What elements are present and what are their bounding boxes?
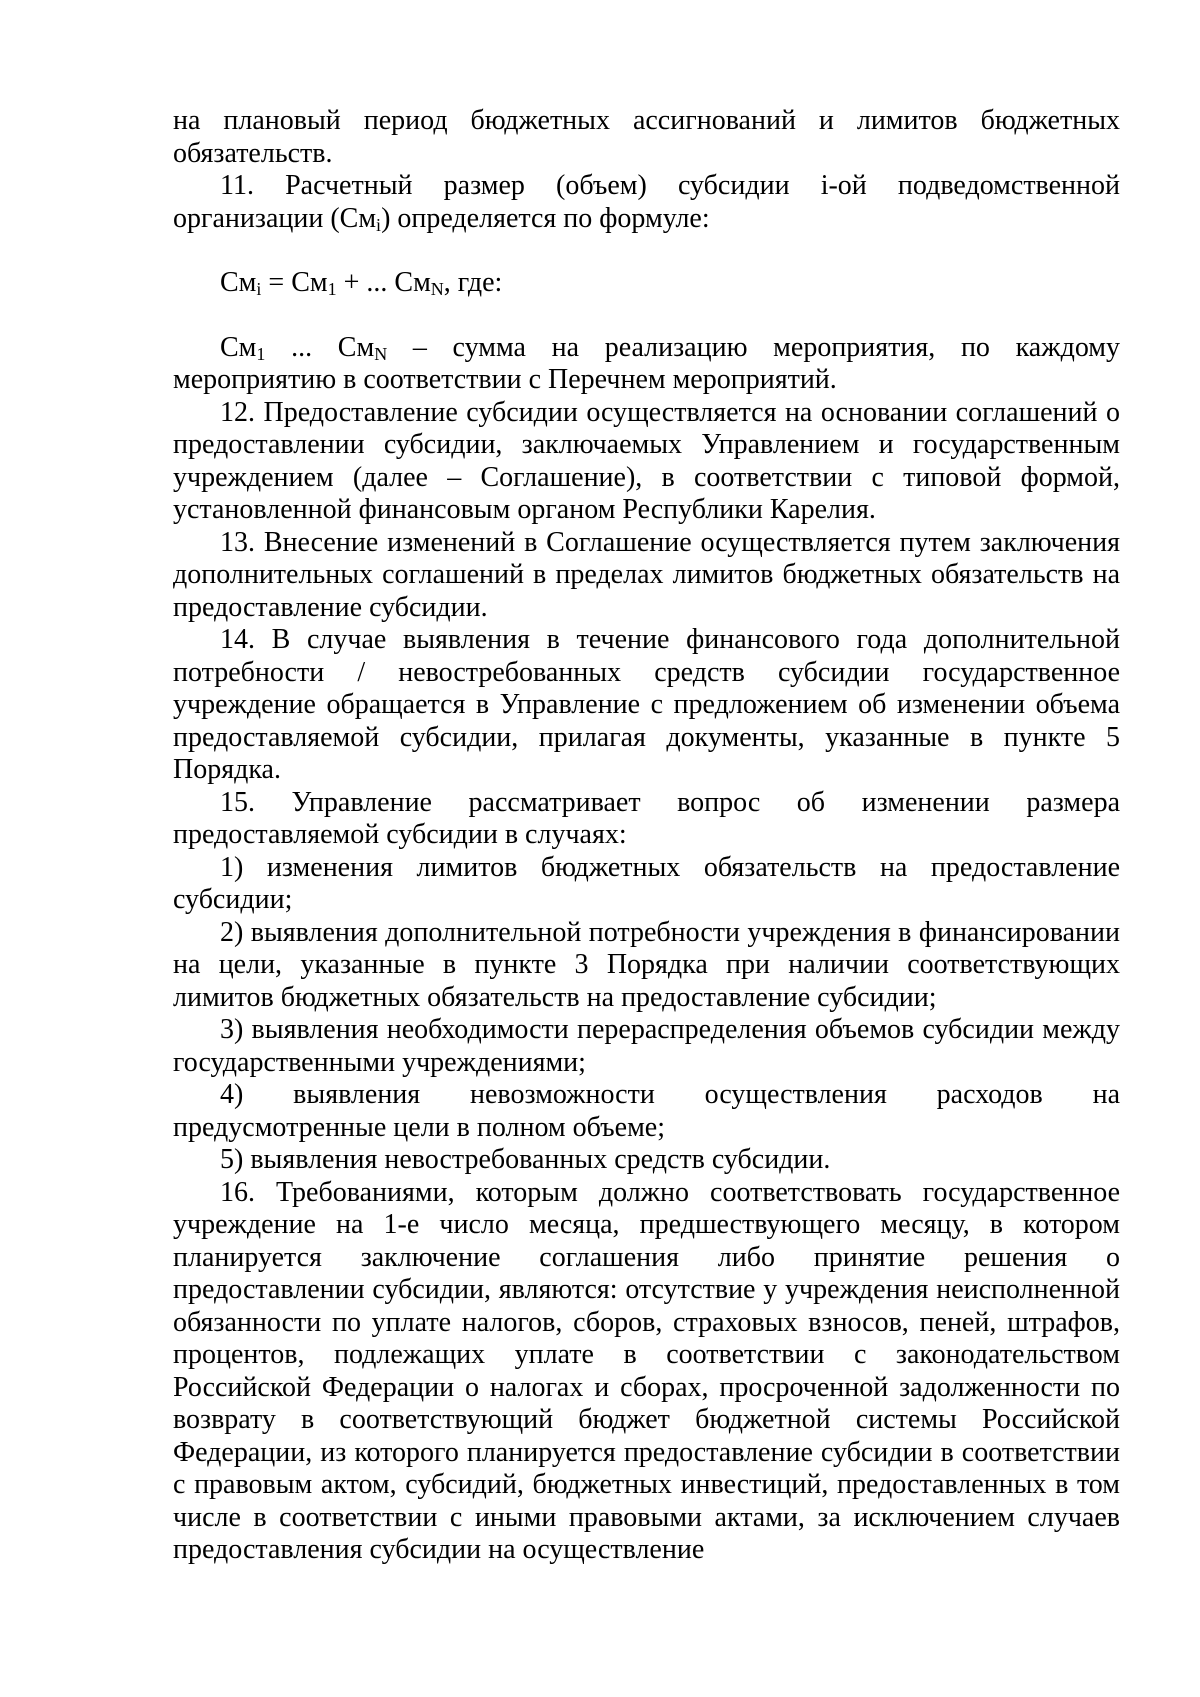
paragraph-continuation: на плановый период бюджетных ассигнований и лимитов бюджетных обязательств.: [173, 105, 1120, 169]
paragraph-11-subscript: i: [376, 214, 382, 235]
document-body: [173, 105, 1120, 1567]
paragraph-15: 15. Управление рассматривает вопрос об изменении размера предоставляемой субсидии в случаях:: [173, 786, 1120, 850]
formula-eq: = См: [261, 267, 328, 298]
formula-mid: + ... См: [336, 267, 431, 298]
legend-subscript-n: N: [374, 343, 388, 364]
paragraph-15-item-5: 5) выявления невостребованных средств субсидии.: [220, 1144, 831, 1175]
formula-lhs: См: [220, 267, 257, 298]
paragraph-15-item-4: 4) выявления невозможности осуществления расходов на предусмотренные цели в полном объеме;: [173, 1079, 1120, 1143]
legend-subscript-1: 1: [256, 343, 266, 364]
formula-subscript-n: N: [430, 279, 444, 299]
formula-tail: , где:: [443, 267, 503, 298]
paragraph-15-item-3: 3) выявления необходимости перераспределения объемов субсидии между государственными учреждениями;: [173, 1014, 1120, 1078]
paragraph-11-text: 11. Расчетный размер (объем) субсидии i-ой подведомственной организации (См: [173, 170, 1120, 234]
paragraph-11-text-end: ) определяется по формуле:: [381, 202, 710, 234]
paragraph-16: 16. Требованиями, которым должно соответствовать государственное учреждение на 1-е число месяца, предшествующего месяцу, в котором планируется заключение соглашения либо принятие решения о предоставлении субсидии, являются: отсутствие у учреждения неисполненной обязанности по уплате налогов, сборов, страховых взносов, пеней, штрафов, процентов, подлежащих уплате в соответствии с законодательством Российской Федерации о налогах и сборах, просроченной задолженности по возврату в соответствующий бюджет бюджетной системы Российской Федерации, из которого планируется предоставление субсидии в соответствии с правовым актом, субсидий, бюджетных инвестиций, предоставленных в том числе в соответствии с иными правовыми актами, за исключением случаев предоставления субсидии на осуществление: [173, 1176, 1120, 1565]
paragraph-11: [173, 170, 1120, 235]
formula-subscript-1: 1: [327, 279, 337, 299]
paragraph-13: 13. Внесение изменений в Соглашение осуществляется путем заключения дополнительных соглашений в пределах лимитов бюджетных обязательств на предоставление субсидии.: [173, 526, 1120, 623]
paragraph-14: 14. В случае выявления в течение финансового года дополнительной потребности / невостребованных средств субсидии государственное учреждение обращается в Управление с предложением об изменении объема предоставляемой субсидии, прилагая документы, указанные в пункте 5 Порядка.: [173, 624, 1120, 785]
formula-legend: [173, 332, 1120, 397]
paragraph-12: 12. Предоставление субсидии осуществляется на основании соглашений о предоставлении субсидии, заключаемых Управлением и государственным учреждением (далее – Соглашение), в соответствии с типовой формой, установленной финансовым органом Республики Карелия.: [173, 396, 1120, 525]
legend-term-n: ... См: [265, 331, 375, 363]
formula-lhs-subscript: i: [256, 279, 262, 299]
legend-term-1: См: [220, 331, 257, 363]
paragraph-15-item-2: 2) выявления дополнительной потребности учреждения в финансировании на цели, указанные в пункте 3 Порядка при наличии соответствующих лимитов бюджетных обязательств на предоставление субсидии;: [173, 916, 1120, 1013]
formula: [173, 267, 1120, 300]
paragraph-15-item-1: 1) изменения лимитов бюджетных обязательств на предоставление субсидии;: [173, 851, 1120, 915]
legend-text: – сумма на реализацию мероприятия, по каждому мероприятию в соответствии с Перечнем мероприятий.: [173, 331, 1121, 395]
